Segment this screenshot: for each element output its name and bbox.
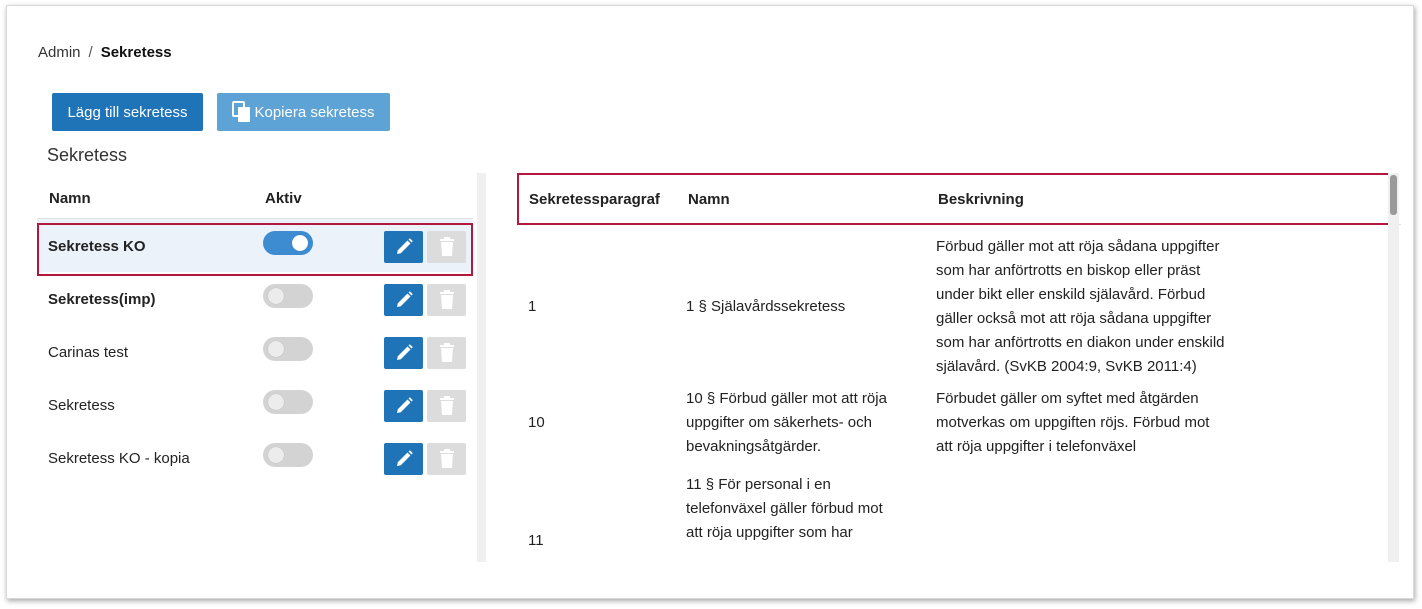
name-line: 10 § Förbud gäller mot att röja — [686, 390, 887, 407]
name-line: uppgifter om säkerhets- och — [686, 414, 872, 431]
section-title: Sekretess — [47, 145, 128, 165]
description-line: Förbud gäller mot att röja sådana uppgifter — [936, 238, 1220, 255]
table-row[interactable] — [37, 219, 473, 272]
table-row[interactable] — [37, 378, 473, 431]
table-row[interactable] — [517, 389, 1401, 469]
trash-icon — [439, 343, 455, 363]
row-paragraph: 10 — [528, 414, 545, 431]
toggle-knob — [268, 394, 284, 410]
toggle-knob — [268, 288, 284, 304]
toggle-knob — [268, 447, 284, 463]
row-name: Carinas test — [48, 344, 129, 361]
pencil-icon — [394, 290, 414, 310]
pencil-icon — [394, 396, 414, 416]
trash-icon — [439, 237, 455, 257]
description-line: själavård. (SvKB 2004:9, SvKB 2011:4) — [936, 358, 1197, 375]
delete-button[interactable] — [427, 284, 466, 316]
description-line: att röja uppgifter i telefonväxel — [936, 438, 1137, 455]
description-line: motverkas om uppgiften röjs. Förbud mot — [936, 414, 1210, 431]
delete-button[interactable] — [427, 337, 466, 369]
table-row[interactable] — [517, 469, 1401, 562]
right-table-header — [517, 173, 1401, 225]
sekretess-paragraph-table — [517, 173, 1401, 562]
active-toggle[interactable] — [263, 284, 313, 308]
trash-icon — [439, 449, 455, 469]
active-toggle[interactable] — [263, 337, 313, 361]
scrollbar-thumb[interactable] — [1390, 175, 1397, 215]
trash-icon — [439, 396, 455, 416]
name-line: 11 § För personal i en — [686, 476, 831, 493]
row-name: Sekretess(imp) — [48, 291, 156, 308]
table-row[interactable] — [37, 431, 473, 484]
edit-button[interactable] — [384, 337, 423, 369]
name-line: telefonväxel gäller förbud mot — [686, 500, 883, 517]
active-toggle[interactable] — [263, 390, 313, 414]
edit-button[interactable] — [384, 231, 423, 263]
toggle-knob — [292, 235, 308, 251]
breadcrumb-separator: / — [88, 44, 93, 61]
breadcrumb-admin[interactable]: Admin — [38, 44, 81, 61]
name-line: att röja uppgifter som har — [686, 524, 853, 541]
breadcrumb — [38, 44, 172, 61]
table-row[interactable] — [37, 325, 473, 378]
pencil-icon — [394, 449, 414, 469]
left-panel-scrollbar[interactable] — [477, 173, 486, 562]
description-line: som har anförtrotts en biskop eller präst — [936, 262, 1201, 279]
toggle-knob — [268, 341, 284, 357]
column-header-description[interactable]: Beskrivning — [938, 191, 1024, 208]
table-row[interactable] — [517, 225, 1401, 389]
description-line: Förbudet gäller om syftet med åtgärden — [936, 390, 1199, 407]
row-paragraph: 11 — [528, 532, 544, 549]
delete-button[interactable] — [427, 443, 466, 475]
edit-button[interactable] — [384, 443, 423, 475]
row-name: 1 § Själavårdssekretess — [686, 298, 846, 315]
row-paragraph: 1 — [528, 298, 537, 315]
column-header-name[interactable]: Namn — [688, 191, 730, 208]
add-sekretess-button[interactable] — [52, 93, 203, 131]
row-name: Sekretess KO - kopia — [48, 450, 190, 467]
table-row[interactable] — [37, 272, 473, 325]
row-description — [936, 387, 1266, 459]
column-header-name[interactable]: Namn — [49, 190, 91, 207]
copy-sekretess-label: Kopiera sekretess — [254, 103, 375, 121]
copy-icon — [232, 101, 252, 123]
edit-button[interactable] — [384, 390, 423, 422]
add-sekretess-label: Lägg till sekretess — [67, 103, 188, 121]
edit-button[interactable] — [384, 284, 423, 316]
pencil-icon — [394, 237, 414, 257]
row-name — [686, 473, 916, 545]
copy-sekretess-button[interactable] — [217, 93, 390, 131]
right-panel-scrollbar[interactable] — [1388, 173, 1399, 562]
description-line: under bikt eller enskild själavård. Förbud — [936, 286, 1206, 303]
delete-button[interactable] — [427, 390, 466, 422]
row-name: Sekretess KO — [48, 238, 146, 255]
delete-button[interactable] — [427, 231, 466, 263]
description-line: som har anförtrotts en diakon under enskild — [936, 334, 1225, 351]
row-name — [686, 387, 916, 459]
row-name: Sekretess — [48, 397, 115, 414]
column-header-paragraph[interactable]: Sekretessparagraf — [529, 191, 660, 208]
breadcrumb-current: Sekretess — [100, 44, 172, 61]
pencil-icon — [394, 343, 414, 363]
trash-icon — [439, 290, 455, 310]
row-description — [936, 235, 1266, 379]
description-line: gäller också mot att röja sådana uppgifter — [936, 310, 1212, 327]
column-header-active[interactable]: Aktiv — [265, 190, 302, 207]
name-line: bevakningsåtgärder. — [686, 438, 822, 455]
active-toggle[interactable] — [263, 443, 313, 467]
sekretess-list-table — [37, 173, 473, 484]
app-window — [6, 5, 1414, 599]
active-toggle[interactable] — [263, 231, 313, 255]
left-table-header — [37, 173, 473, 219]
